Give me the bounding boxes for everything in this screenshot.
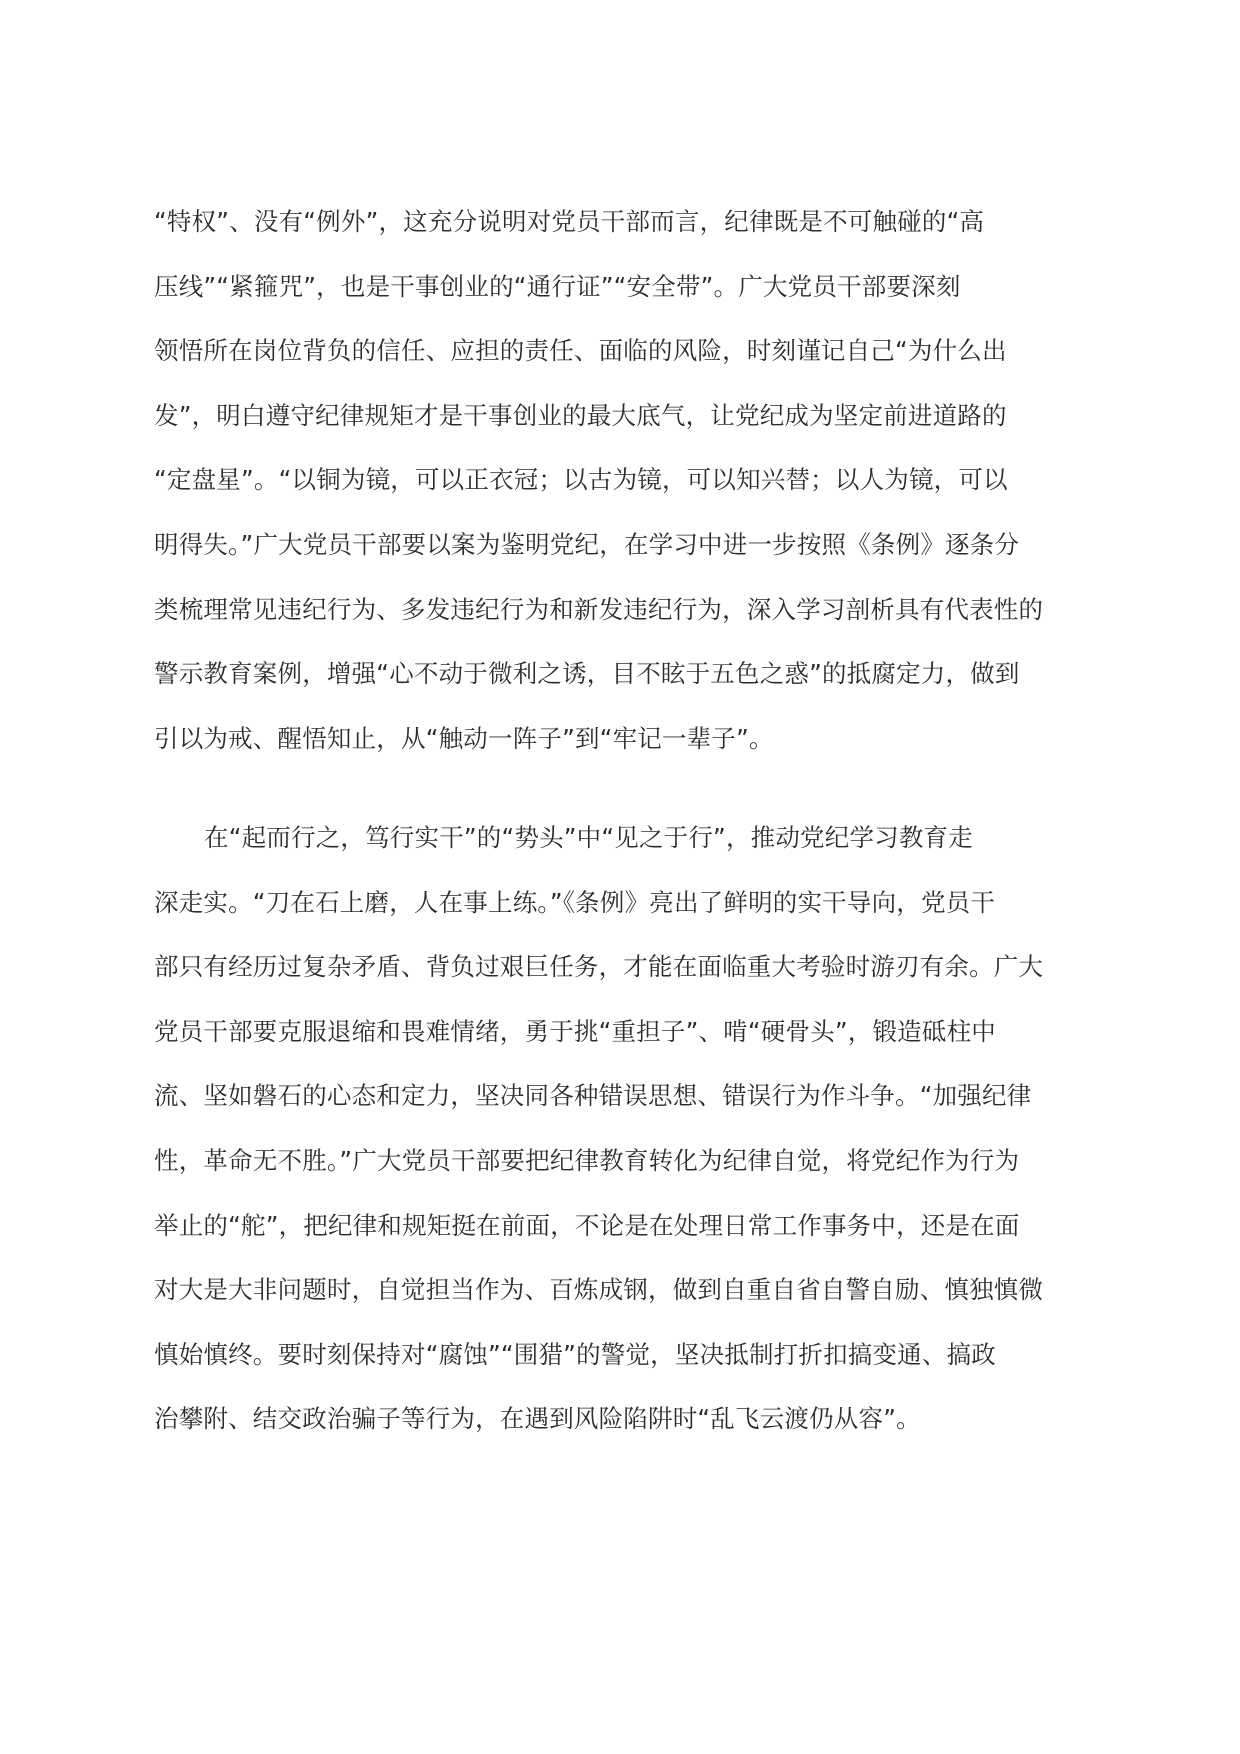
text-line: 举止的“舵”，把纪律和规矩挺在前面，不论是在处理日常工作事务中，还是在面 <box>154 1210 1020 1240</box>
text-line: 性，革命无不胜。”广大党员干部要把纪律教育转化为纪律自觉，将党纪作为行为 <box>154 1145 1020 1175</box>
text-line: 明得失。”广大党员干部要以案为鉴明党纪，在学习中进一步按照《条例》逐条分 <box>154 529 1020 559</box>
text-line: 压线”“紧箍咒”，也是干事创业的“通行证”“安全带”。广大党员干部要深刻 <box>154 271 961 301</box>
text-line: 领悟所在岗位背负的信任、应担的责任、面临的风险，时刻谨记自己“为什么出 <box>154 336 1007 366</box>
paragraph-practical-action <box>154 806 1064 1452</box>
text-line: “特权”、没有“例外”，这充分说明对党员干部而言，纪律既是不可触碰的“高 <box>154 207 985 236</box>
text-line: 引以为戒、醒悟知止，从“触动一阵子”到“牢记一辈子”。 <box>154 723 774 753</box>
text-line: 警示教育案例，增强“心不动于微利之诱，目不眩于五色之惑”的抵腐定力，做到 <box>154 659 1020 689</box>
text-line: “定盘星”。“以铜为镜，可以正衣冠；以古为镜，可以知兴替；以人为镜，可以 <box>154 465 1008 495</box>
text-line: 部只有经历过复杂矛盾、背负过艰巨任务，才能在面临重大考验时游刃有余。广大 <box>154 952 1044 982</box>
text-line: 对大是大非问题时，自觉担当作为、百炼成钢，做到自重自省自警自励、慎独慎微 <box>154 1275 1044 1305</box>
text-line: 流、坚如磐石的心态和定力，坚决同各种错误思想、错误行为作斗争。“加强纪律 <box>154 1081 1032 1111</box>
text-line: 发”，明白遵守纪律规矩才是干事创业的最大底气，让党纪成为坚定前进道路的 <box>154 400 1007 430</box>
text-line: 治攀附、结交政治骗子等行为，在遇到风险陷阱时“乱飞云渡仍从容”。 <box>154 1404 921 1434</box>
text-line: 深走实。“刀在石上磨，人在事上练。”《条例》亮出了鲜明的实干导向，党员干 <box>154 887 996 917</box>
text-line: 慎始慎终。要时刻保持对“腐蚀”“围猎”的警觉，坚决抵制打折扣搞变通、搞政 <box>154 1339 996 1369</box>
text-line-indented: 在“起而行之，笃行实干”的“势头”中“见之于行”，推动党纪学习教育走 <box>204 823 973 852</box>
paragraph-discipline-warning <box>154 190 1064 771</box>
text-line: 党员干部要克服退缩和畏难情绪，勇于挑“重担子”、啃“硬骨头”，锻造砥柱中 <box>154 1016 996 1046</box>
text-line: 类梳理常见违纪行为、多发违纪行为和新发违纪行为，深入学习剖析具有代表性的 <box>154 594 1044 624</box>
